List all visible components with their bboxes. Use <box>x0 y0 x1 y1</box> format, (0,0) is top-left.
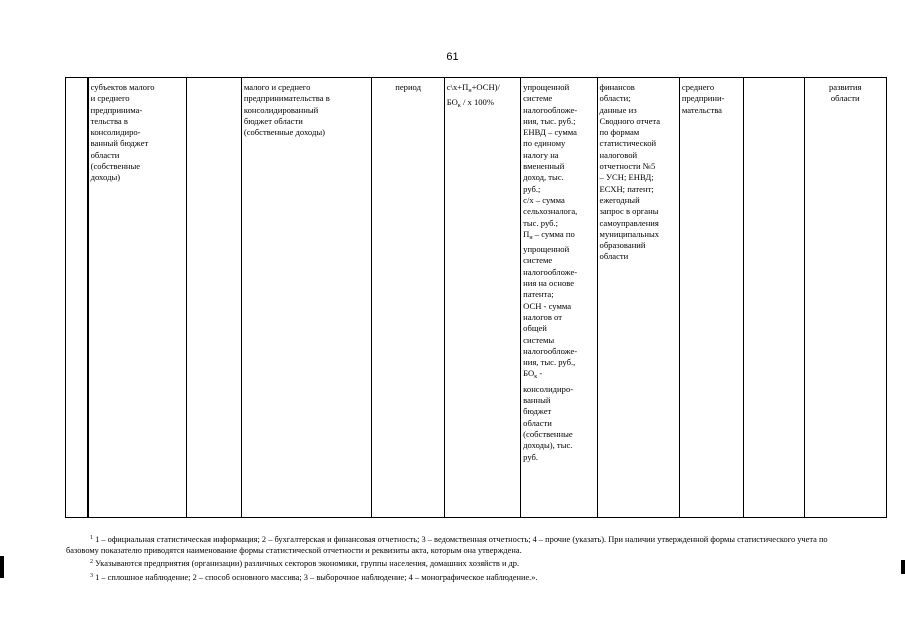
table-cell <box>744 78 804 518</box>
cell-text: (собственные <box>90 161 141 172</box>
scan-edge-mark <box>0 556 4 578</box>
footnote-2 <box>66 557 856 569</box>
footnote-3 <box>66 571 856 583</box>
table-cell <box>66 78 88 518</box>
table-cell <box>88 78 186 518</box>
cell-text: доходы), тыс. <box>523 440 573 451</box>
cell-text: консолидиро- <box>90 127 141 138</box>
table-cell <box>372 78 444 518</box>
cell-text: среднего <box>681 82 715 92</box>
cell-text: финансов <box>599 82 635 92</box>
cell-text: образований <box>599 240 646 251</box>
cell-text: с/х – сумма <box>523 194 565 205</box>
footnotes <box>66 533 856 584</box>
cell-text: (собственные доходы) <box>243 127 325 138</box>
footnote-1 <box>66 533 856 556</box>
cell-text: самоуправления <box>599 217 659 228</box>
cell-text: $П_н$ – сумма по <box>523 228 575 241</box>
footnote-text: 1 – официальная статистическая информация; 2 – бухгалтерская и финансовая отчетность; 3 – ведомственная отчетность; 4 – прочие (указать). При наличии утвержденной формы статистического учета по базовому показателю приводятся наименование формы статистической отчетности и реквизиты акта, которым она утверждена. <box>66 535 828 556</box>
footnote-mark: 1 <box>90 535 93 541</box>
formula-line: $с\backslash х+П_н+ОСН)/$ <box>446 82 500 94</box>
cell-text: период <box>395 82 421 92</box>
cell-text: малого и среднего <box>243 82 311 92</box>
cell-text: бюджет области <box>243 115 303 126</box>
cell-text: муниципальных <box>599 228 660 239</box>
cell-text: области; <box>599 93 631 104</box>
table-cell <box>241 78 372 518</box>
cell-text: консолидиро- <box>523 383 574 394</box>
cell-text: данные из <box>599 104 637 115</box>
cell-text: ЕНВД – сумма <box>523 127 577 138</box>
table-cell <box>679 78 743 518</box>
cell-text: мательства <box>681 104 722 115</box>
cell-text: налогов от <box>523 311 562 322</box>
footnote-mark: 3 <box>90 572 93 579</box>
cell-text: налогообложе- <box>523 266 578 277</box>
cell-text: (собственные <box>523 428 573 439</box>
cell-text: бюджет <box>523 406 552 417</box>
cell-text: доходы) <box>90 172 121 183</box>
cell-text: ванный <box>523 395 551 406</box>
formula-line: $БО_к$ / х 100% <box>446 97 494 110</box>
cell-text: патента; <box>523 289 554 300</box>
cell-text: области <box>90 149 120 160</box>
cell-text: упрощенной <box>523 82 570 92</box>
table-row <box>66 78 887 518</box>
cell-text: ЕСХН; патент; <box>599 183 654 194</box>
cell-text: налогообложе- <box>523 345 578 356</box>
cell-text: по единому <box>523 138 566 149</box>
table-cell <box>186 78 241 518</box>
cell-text: ния на основе <box>523 278 575 289</box>
cell-text: предприни- <box>681 93 725 104</box>
footnote-mark: 2 <box>90 559 93 566</box>
cell-text: $БО_к$ - <box>523 368 543 381</box>
cell-text: и среднего <box>90 93 130 104</box>
cell-text: упрощенной <box>523 244 570 255</box>
cell-text: системе <box>523 255 553 266</box>
indicator-table <box>65 77 887 518</box>
cell-text: тельства в <box>90 115 128 126</box>
cell-text: ванный бюджет <box>90 138 149 149</box>
cell-text: предпринима- <box>90 104 143 115</box>
cell-text: Сводного отчета <box>599 115 661 126</box>
cell-text: общей <box>523 323 547 334</box>
cell-text: доход, тыс. <box>523 172 564 183</box>
cell-text: сельхозналога, <box>523 206 578 217</box>
table-cell <box>804 78 887 518</box>
cell-text: запрос в органы <box>599 206 659 217</box>
page-number: 61 <box>446 51 459 63</box>
cell-text: области <box>523 417 552 428</box>
table-cell <box>597 78 679 518</box>
cell-text: статистической <box>599 138 657 149</box>
table-cell <box>521 78 597 518</box>
cell-text: налогообложе- <box>523 104 578 115</box>
footnote-text: 1 – сплошное наблюдение; 2 – способ основного массива; 3 – выборочное наблюдение; 4 – монографическое наблюдение.». <box>93 572 538 582</box>
cell-text: ежегодный <box>599 194 640 205</box>
cell-text: – УСН; ЕНВД; <box>599 172 654 183</box>
cell-text: предпринимательства в <box>243 93 330 104</box>
cell-text: налогу на <box>523 149 559 160</box>
cell-text: руб. <box>523 451 539 462</box>
cell-text: области <box>830 93 860 104</box>
cell-text: ОСН - сумма <box>523 300 572 311</box>
cell-text: системе <box>523 93 553 104</box>
cell-text: субъектов малого <box>90 82 155 92</box>
cell-text: налоговой <box>599 149 638 160</box>
table-cell <box>444 78 520 518</box>
cell-text: ния, тыс. руб.; <box>523 115 576 126</box>
cell-text: консолидированный <box>243 104 319 115</box>
cell-text: по формам <box>599 127 640 138</box>
footnote-text: Указываются предприятия (организации) различных секторов экономики, группы населения, домашних хозяйств и др. <box>93 559 520 569</box>
cell-text: тыс. руб.; <box>523 217 559 228</box>
cell-text: области <box>599 251 629 262</box>
scan-edge-mark <box>901 560 905 574</box>
cell-text: руб.; <box>523 183 541 194</box>
cell-text: вмененный <box>523 161 565 172</box>
cell-text: системы <box>523 334 555 345</box>
cell-text: отчетности №5 <box>599 161 656 172</box>
cell-text: развития <box>829 82 862 92</box>
cell-text: ния, тыс. руб., <box>523 357 576 368</box>
